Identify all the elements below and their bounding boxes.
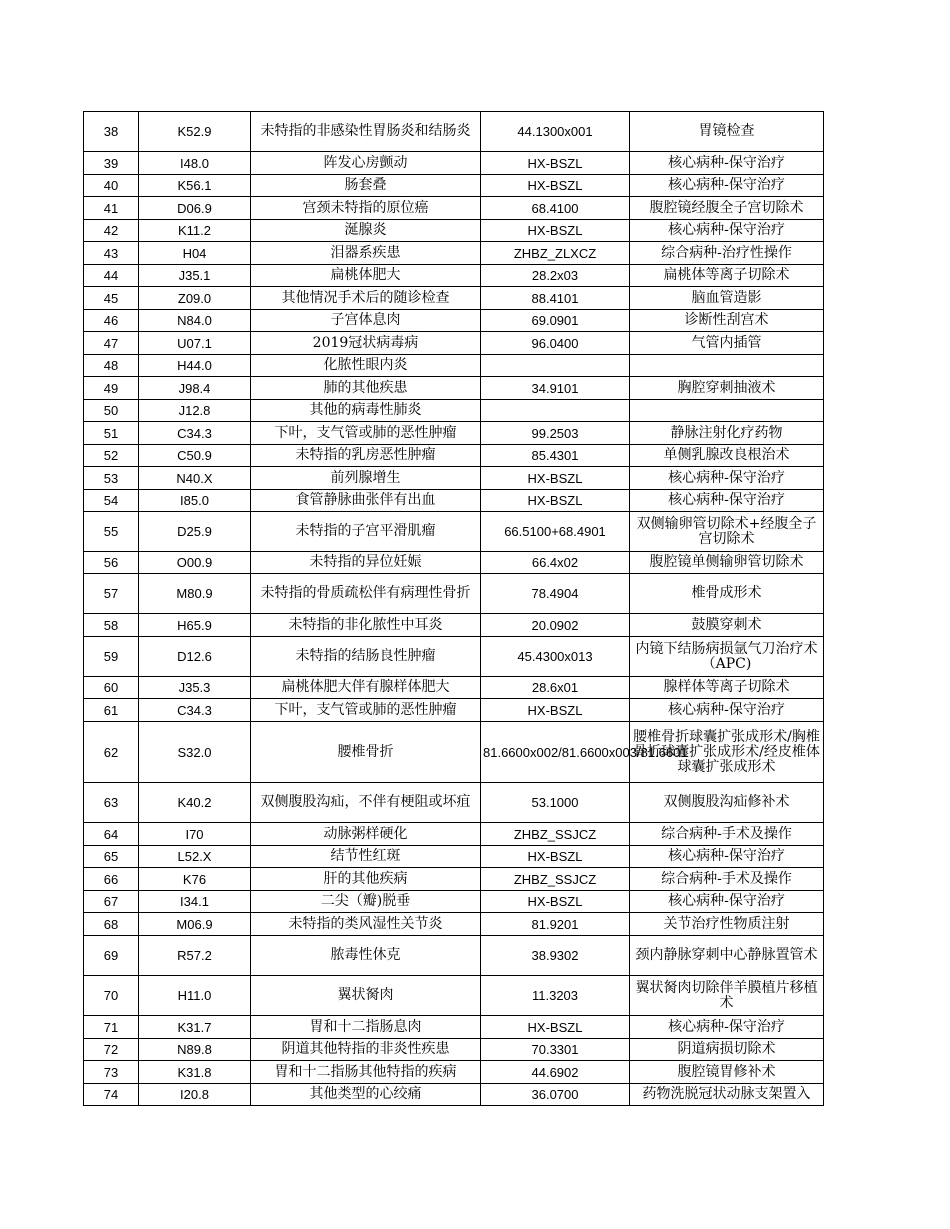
diagnosis-name-cell: 未特指的非感染性胃肠炎和结肠炎 bbox=[251, 112, 481, 152]
procedure-code-cell: 44.6902 bbox=[481, 1061, 630, 1084]
table-row bbox=[84, 574, 824, 614]
procedure-code-cell: 69.0901 bbox=[481, 310, 630, 332]
diagnosis-code-cell: D06.9 bbox=[139, 197, 251, 220]
row-number-cell: 72 bbox=[84, 1039, 139, 1061]
procedure-code-cell: HX-BSZL bbox=[481, 220, 630, 242]
row-number-cell: 50 bbox=[84, 400, 139, 422]
procedure-table bbox=[83, 111, 824, 1106]
procedure-name-cell: 胸腔穿刺抽液术 bbox=[630, 377, 824, 400]
procedure-name-cell: 核心病种-保守治疗 bbox=[630, 490, 824, 512]
procedure-name-cell: 颈内静脉穿刺中心静脉置管术 bbox=[630, 936, 824, 976]
table-row bbox=[84, 783, 824, 823]
diagnosis-name-cell: 扁桃体肥大伴有腺样体肥大 bbox=[251, 677, 481, 699]
diagnosis-code-cell: C34.3 bbox=[139, 699, 251, 722]
procedure-name-cell: 腰椎骨折球囊扩张成形术/胸椎骨折球囊扩张成形术/经皮椎体球囊扩张成形术 bbox=[630, 722, 824, 783]
procedure-name-cell: 综合病种-治疗性操作 bbox=[630, 242, 824, 265]
table-row bbox=[84, 552, 824, 574]
diagnosis-name-cell: 未特指的子宫平滑肌瘤 bbox=[251, 512, 481, 552]
diagnosis-name-cell: 双侧腹股沟疝，不伴有梗阻或坏疽 bbox=[251, 783, 481, 823]
procedure-name-cell: 核心病种-保守治疗 bbox=[630, 175, 824, 197]
diagnosis-code-cell: H11.0 bbox=[139, 976, 251, 1016]
diagnosis-name-cell: 胃和十二指肠息肉 bbox=[251, 1016, 481, 1039]
table-row bbox=[84, 377, 824, 400]
procedure-code-cell: 81.9201 bbox=[481, 913, 630, 936]
procedure-name-cell: 静脉注射化疗药物 bbox=[630, 422, 824, 445]
row-number-cell: 56 bbox=[84, 552, 139, 574]
procedure-name-cell: 双侧输卵管切除术+经腹全子宫切除术 bbox=[630, 512, 824, 552]
diagnosis-name-cell: 腰椎骨折 bbox=[251, 722, 481, 783]
diagnosis-name-cell: 肠套叠 bbox=[251, 175, 481, 197]
procedure-code-cell: 96.0400 bbox=[481, 332, 630, 355]
row-number-cell: 45 bbox=[84, 287, 139, 310]
procedure-name-cell: 综合病种-手术及操作 bbox=[630, 823, 824, 846]
procedure-code-cell: 88.4101 bbox=[481, 287, 630, 310]
procedure-name-cell: 阴道病损切除术 bbox=[630, 1039, 824, 1061]
diagnosis-code-cell: I70 bbox=[139, 823, 251, 846]
diagnosis-code-cell: N40.X bbox=[139, 467, 251, 490]
table-body bbox=[84, 112, 824, 1106]
procedure-name-cell: 关节治疗性物质注射 bbox=[630, 913, 824, 936]
procedure-code-cell: 99.2503 bbox=[481, 422, 630, 445]
procedure-code-cell: 81.6600x002/81.6600x003/81.6601 bbox=[481, 722, 630, 783]
procedure-name-cell: 胃镜检查 bbox=[630, 112, 824, 152]
diagnosis-name-cell: 下叶，支气管或肺的恶性肿瘤 bbox=[251, 699, 481, 722]
table-row bbox=[84, 400, 824, 422]
diagnosis-code-cell: K56.1 bbox=[139, 175, 251, 197]
diagnosis-name-cell: 2019冠状病毒病 bbox=[251, 332, 481, 355]
diagnosis-name-cell: 二尖（瓣)脱垂 bbox=[251, 891, 481, 913]
row-number-cell: 40 bbox=[84, 175, 139, 197]
row-number-cell: 51 bbox=[84, 422, 139, 445]
table-row bbox=[84, 614, 824, 637]
row-number-cell: 74 bbox=[84, 1084, 139, 1106]
diagnosis-name-cell: 泪器系疾患 bbox=[251, 242, 481, 265]
procedure-name-cell: 核心病种-保守治疗 bbox=[630, 152, 824, 175]
table-row bbox=[84, 197, 824, 220]
table-row bbox=[84, 242, 824, 265]
row-number-cell: 62 bbox=[84, 722, 139, 783]
diagnosis-name-cell: 动脉粥样硬化 bbox=[251, 823, 481, 846]
row-number-cell: 48 bbox=[84, 355, 139, 377]
procedure-name-cell: 腺样体等离子切除术 bbox=[630, 677, 824, 699]
row-number-cell: 66 bbox=[84, 868, 139, 891]
table-row bbox=[84, 913, 824, 936]
table-row bbox=[84, 287, 824, 310]
table-row bbox=[84, 1084, 824, 1106]
diagnosis-code-cell: H65.9 bbox=[139, 614, 251, 637]
procedure-name-cell: 核心病种-保守治疗 bbox=[630, 220, 824, 242]
table-row bbox=[84, 637, 824, 677]
procedure-code-cell: 28.6x01 bbox=[481, 677, 630, 699]
procedure-code-cell: HX-BSZL bbox=[481, 467, 630, 490]
diagnosis-name-cell: 食管静脉曲张伴有出血 bbox=[251, 490, 481, 512]
table-row bbox=[84, 512, 824, 552]
procedure-code-cell: 66.5100+68.4901 bbox=[481, 512, 630, 552]
procedure-name-cell: 腹腔镜经腹全子宫切除术 bbox=[630, 197, 824, 220]
diagnosis-code-cell: M06.9 bbox=[139, 913, 251, 936]
procedure-name-cell: 双侧腹股沟疝修补术 bbox=[630, 783, 824, 823]
row-number-cell: 67 bbox=[84, 891, 139, 913]
table-row bbox=[84, 1039, 824, 1061]
procedure-code-cell: 66.4x02 bbox=[481, 552, 630, 574]
table-row bbox=[84, 310, 824, 332]
procedure-code-cell: HX-BSZL bbox=[481, 846, 630, 868]
diagnosis-code-cell: J35.3 bbox=[139, 677, 251, 699]
table-row bbox=[84, 846, 824, 868]
diagnosis-name-cell: 结节性红斑 bbox=[251, 846, 481, 868]
row-number-cell: 42 bbox=[84, 220, 139, 242]
table-row bbox=[84, 722, 824, 783]
procedure-name-cell bbox=[630, 355, 824, 377]
diagnosis-code-cell: K31.7 bbox=[139, 1016, 251, 1039]
diagnosis-name-cell: 下叶，支气管或肺的恶性肿瘤 bbox=[251, 422, 481, 445]
procedure-code-cell: 78.4904 bbox=[481, 574, 630, 614]
row-number-cell: 54 bbox=[84, 490, 139, 512]
diagnosis-name-cell: 扁桃体肥大 bbox=[251, 265, 481, 287]
procedure-code-cell: ZHBZ_SSJCZ bbox=[481, 868, 630, 891]
procedure-code-cell: 34.9101 bbox=[481, 377, 630, 400]
diagnosis-code-cell: I20.8 bbox=[139, 1084, 251, 1106]
procedure-code-cell: 45.4300x013 bbox=[481, 637, 630, 677]
diagnosis-name-cell: 胃和十二指肠其他特指的疾病 bbox=[251, 1061, 481, 1084]
table-row bbox=[84, 467, 824, 490]
table-row bbox=[84, 1061, 824, 1084]
procedure-code-cell: HX-BSZL bbox=[481, 490, 630, 512]
table-row bbox=[84, 1016, 824, 1039]
procedure-name-cell: 腹腔镜单侧输卵管切除术 bbox=[630, 552, 824, 574]
diagnosis-name-cell: 未特指的骨质疏松伴有病理性骨折 bbox=[251, 574, 481, 614]
procedure-code-cell: 70.3301 bbox=[481, 1039, 630, 1061]
procedure-name-cell: 脑血管造影 bbox=[630, 287, 824, 310]
procedure-name-cell: 核心病种-保守治疗 bbox=[630, 846, 824, 868]
procedure-code-cell: HX-BSZL bbox=[481, 175, 630, 197]
procedure-name-cell: 内镜下结肠病损氩气刀治疗术（APC) bbox=[630, 637, 824, 677]
procedure-code-cell bbox=[481, 400, 630, 422]
table-row bbox=[84, 332, 824, 355]
diagnosis-name-cell: 肝的其他疾病 bbox=[251, 868, 481, 891]
procedure-name-cell bbox=[630, 400, 824, 422]
row-number-cell: 41 bbox=[84, 197, 139, 220]
row-number-cell: 52 bbox=[84, 445, 139, 467]
diagnosis-name-cell: 其他的病毒性肺炎 bbox=[251, 400, 481, 422]
procedure-code-cell: 28.2x03 bbox=[481, 265, 630, 287]
table-row bbox=[84, 112, 824, 152]
diagnosis-code-cell: N89.8 bbox=[139, 1039, 251, 1061]
diagnosis-code-cell: S32.0 bbox=[139, 722, 251, 783]
table-row bbox=[84, 490, 824, 512]
table-row bbox=[84, 220, 824, 242]
row-number-cell: 44 bbox=[84, 265, 139, 287]
diagnosis-code-cell: M80.9 bbox=[139, 574, 251, 614]
diagnosis-code-cell: K40.2 bbox=[139, 783, 251, 823]
procedure-name-cell: 鼓膜穿刺术 bbox=[630, 614, 824, 637]
diagnosis-code-cell: H44.0 bbox=[139, 355, 251, 377]
diagnosis-name-cell: 未特指的非化脓性中耳炎 bbox=[251, 614, 481, 637]
diagnosis-code-cell: I34.1 bbox=[139, 891, 251, 913]
row-number-cell: 60 bbox=[84, 677, 139, 699]
row-number-cell: 70 bbox=[84, 976, 139, 1016]
diagnosis-name-cell: 肺的其他疾患 bbox=[251, 377, 481, 400]
procedure-name-cell: 翼状胬肉切除伴羊膜植片移植术 bbox=[630, 976, 824, 1016]
table-row bbox=[84, 445, 824, 467]
procedure-code-cell: 68.4100 bbox=[481, 197, 630, 220]
diagnosis-name-cell: 宫颈未特指的原位癌 bbox=[251, 197, 481, 220]
diagnosis-code-cell: I85.0 bbox=[139, 490, 251, 512]
diagnosis-name-cell: 涎腺炎 bbox=[251, 220, 481, 242]
row-number-cell: 49 bbox=[84, 377, 139, 400]
procedure-code-cell: 20.0902 bbox=[481, 614, 630, 637]
diagnosis-code-cell: J12.8 bbox=[139, 400, 251, 422]
table-row bbox=[84, 936, 824, 976]
diagnosis-name-cell: 未特指的乳房恶性肿瘤 bbox=[251, 445, 481, 467]
procedure-name-cell: 药物洗脱冠状动脉支架置入 bbox=[630, 1084, 824, 1106]
procedure-name-cell: 气管内插管 bbox=[630, 332, 824, 355]
table-row bbox=[84, 175, 824, 197]
row-number-cell: 68 bbox=[84, 913, 139, 936]
row-number-cell: 53 bbox=[84, 467, 139, 490]
procedure-code-cell: HX-BSZL bbox=[481, 699, 630, 722]
table-row bbox=[84, 355, 824, 377]
table-row bbox=[84, 891, 824, 913]
procedure-code-cell: 38.9302 bbox=[481, 936, 630, 976]
row-number-cell: 47 bbox=[84, 332, 139, 355]
diagnosis-code-cell: N84.0 bbox=[139, 310, 251, 332]
table-row bbox=[84, 976, 824, 1016]
procedure-name-cell: 椎骨成形术 bbox=[630, 574, 824, 614]
diagnosis-code-cell: Z09.0 bbox=[139, 287, 251, 310]
row-number-cell: 63 bbox=[84, 783, 139, 823]
diagnosis-code-cell: U07.1 bbox=[139, 332, 251, 355]
row-number-cell: 59 bbox=[84, 637, 139, 677]
diagnosis-code-cell: K11.2 bbox=[139, 220, 251, 242]
diagnosis-code-cell: D12.6 bbox=[139, 637, 251, 677]
row-number-cell: 39 bbox=[84, 152, 139, 175]
procedure-name-cell: 核心病种-保守治疗 bbox=[630, 699, 824, 722]
procedure-code-cell: HX-BSZL bbox=[481, 891, 630, 913]
row-number-cell: 57 bbox=[84, 574, 139, 614]
table-row bbox=[84, 422, 824, 445]
diagnosis-code-cell: K76 bbox=[139, 868, 251, 891]
diagnosis-name-cell: 未特指的结肠良性肿瘤 bbox=[251, 637, 481, 677]
diagnosis-name-cell: 其他类型的心绞痛 bbox=[251, 1084, 481, 1106]
diagnosis-name-cell: 阴道其他特指的非炎性疾患 bbox=[251, 1039, 481, 1061]
diagnosis-name-cell: 其他情况手术后的随诊检查 bbox=[251, 287, 481, 310]
procedure-name-cell: 单侧乳腺改良根治术 bbox=[630, 445, 824, 467]
diagnosis-code-cell: L52.X bbox=[139, 846, 251, 868]
procedure-code-cell: 44.1300x001 bbox=[481, 112, 630, 152]
procedure-name-cell: 扁桃体等离子切除术 bbox=[630, 265, 824, 287]
table-row bbox=[84, 868, 824, 891]
table-row bbox=[84, 677, 824, 699]
procedure-code-cell: HX-BSZL bbox=[481, 1016, 630, 1039]
diagnosis-code-cell: J98.4 bbox=[139, 377, 251, 400]
row-number-cell: 61 bbox=[84, 699, 139, 722]
table-row bbox=[84, 823, 824, 846]
procedure-name-cell: 核心病种-保守治疗 bbox=[630, 891, 824, 913]
diagnosis-name-cell: 子宫体息肉 bbox=[251, 310, 481, 332]
table-row bbox=[84, 152, 824, 175]
diagnosis-name-cell: 未特指的异位妊娠 bbox=[251, 552, 481, 574]
procedure-name-cell: 腹腔镜胃修补术 bbox=[630, 1061, 824, 1084]
diagnosis-name-cell: 前列腺增生 bbox=[251, 467, 481, 490]
row-number-cell: 38 bbox=[84, 112, 139, 152]
diagnosis-code-cell: K52.9 bbox=[139, 112, 251, 152]
row-number-cell: 69 bbox=[84, 936, 139, 976]
procedure-code-cell: HX-BSZL bbox=[481, 152, 630, 175]
diagnosis-name-cell: 化脓性眼内炎 bbox=[251, 355, 481, 377]
diagnosis-code-cell: I48.0 bbox=[139, 152, 251, 175]
diagnosis-name-cell: 阵发心房颤动 bbox=[251, 152, 481, 175]
row-number-cell: 46 bbox=[84, 310, 139, 332]
diagnosis-name-cell: 脓毒性休克 bbox=[251, 936, 481, 976]
procedure-code-cell: ZHBZ_ZLXCZ bbox=[481, 242, 630, 265]
diagnosis-code-cell: J35.1 bbox=[139, 265, 251, 287]
row-number-cell: 73 bbox=[84, 1061, 139, 1084]
row-number-cell: 43 bbox=[84, 242, 139, 265]
row-number-cell: 58 bbox=[84, 614, 139, 637]
diagnosis-code-cell: H04 bbox=[139, 242, 251, 265]
row-number-cell: 64 bbox=[84, 823, 139, 846]
diagnosis-code-cell: K31.8 bbox=[139, 1061, 251, 1084]
procedure-code-cell: 36.0700 bbox=[481, 1084, 630, 1106]
procedure-name-cell: 核心病种-保守治疗 bbox=[630, 1016, 824, 1039]
row-number-cell: 65 bbox=[84, 846, 139, 868]
diagnosis-code-cell: O00.9 bbox=[139, 552, 251, 574]
diagnosis-code-cell: D25.9 bbox=[139, 512, 251, 552]
procedure-name-cell: 诊断性刮宫术 bbox=[630, 310, 824, 332]
table-row bbox=[84, 265, 824, 287]
diagnosis-code-cell: R57.2 bbox=[139, 936, 251, 976]
diagnosis-name-cell: 未特指的类风湿性关节炎 bbox=[251, 913, 481, 936]
diagnosis-name-cell: 翼状胬肉 bbox=[251, 976, 481, 1016]
procedure-code-cell bbox=[481, 355, 630, 377]
row-number-cell: 71 bbox=[84, 1016, 139, 1039]
diagnosis-code-cell: C50.9 bbox=[139, 445, 251, 467]
diagnosis-code-cell: C34.3 bbox=[139, 422, 251, 445]
procedure-code-cell: 53.1000 bbox=[481, 783, 630, 823]
table-row bbox=[84, 699, 824, 722]
procedure-name-cell: 综合病种-手术及操作 bbox=[630, 868, 824, 891]
procedure-code-cell: 85.4301 bbox=[481, 445, 630, 467]
procedure-code-cell: ZHBZ_SSJCZ bbox=[481, 823, 630, 846]
procedure-name-cell: 核心病种-保守治疗 bbox=[630, 467, 824, 490]
row-number-cell: 55 bbox=[84, 512, 139, 552]
procedure-code-cell: 11.3203 bbox=[481, 976, 630, 1016]
